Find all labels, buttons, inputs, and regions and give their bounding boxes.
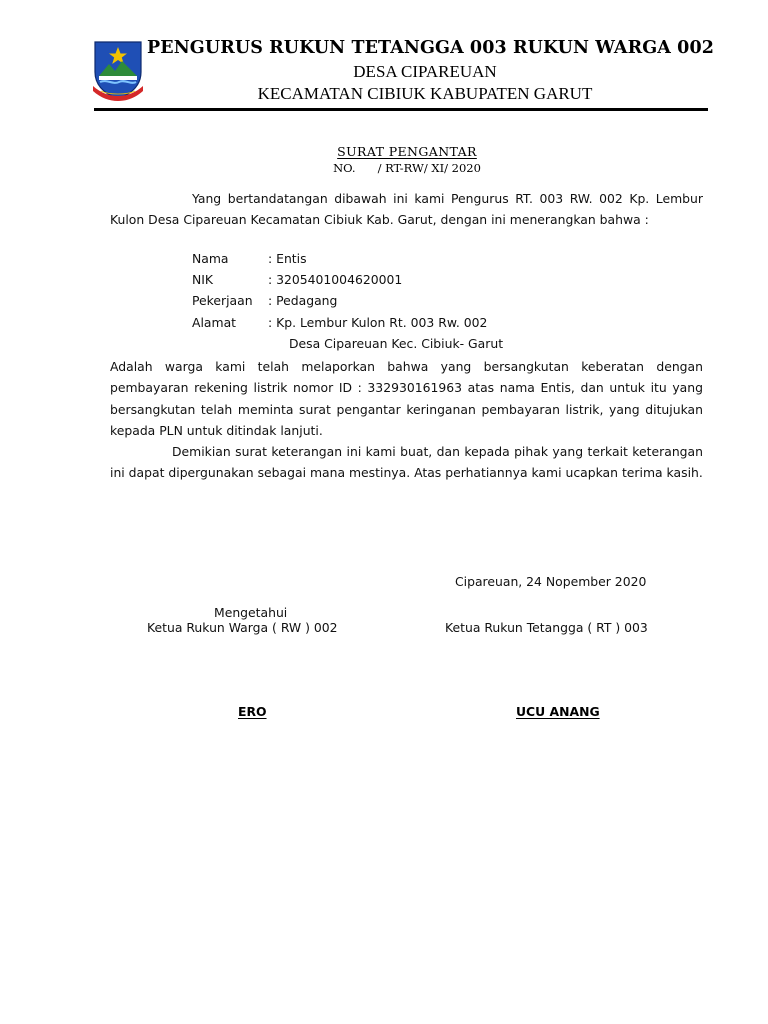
rt-signatory-name: UCU ANANG <box>516 704 600 719</box>
field-label: Nama <box>192 251 229 266</box>
garut-emblem-logo <box>91 38 145 102</box>
rw-signatory-name: ERO <box>238 704 267 719</box>
intro-paragraph-block <box>110 188 703 231</box>
field-value: : Pedagang <box>268 293 338 308</box>
field-pekerjaan <box>192 293 337 308</box>
place-date: Cipareuan, 24 Nopember 2020 <box>455 574 647 589</box>
letter-number <box>0 161 768 175</box>
field-value: : 3205401004620001 <box>268 272 403 287</box>
statement-paragraph-block <box>110 356 703 441</box>
field-value: : Entis <box>268 251 307 266</box>
rw-signatory-title: Ketua Rukun Warga ( RW ) 002 <box>147 620 338 635</box>
field-nama <box>192 251 307 266</box>
letterhead-village: DESA CIPAREUAN <box>353 62 497 81</box>
field-label: Alamat <box>192 315 237 330</box>
letter-title: SURAT PENGANTAR <box>337 144 477 159</box>
closing-paragraph-block <box>110 441 703 484</box>
letterhead-divider <box>94 108 708 111</box>
field-alamat <box>192 315 487 330</box>
field-label: NIK <box>192 272 214 287</box>
mengetahui-label: Mengetahui <box>214 605 288 620</box>
letterhead-title: PENGURUS RUKUN TETANGGA 003 RUKUN WARGA 002 <box>147 38 714 58</box>
field-alamat-line2: Desa Cipareuan Kec. Cibiuk- Garut <box>289 336 504 351</box>
field-value: : Kp. Lembur Kulon Rt. 003 Rw. 002 <box>268 315 488 330</box>
field-nik <box>192 272 402 287</box>
closing-paragraph: Demikian surat keterangan ini kami buat, dan kepada pihak yang terkait keterangan ini dapat dipergunakan sebagai mana mestinya. Atas perhatiannya kami ucapkan terima kasih. <box>110 444 703 481</box>
letter-number-prefix: NO. <box>333 161 356 175</box>
field-label: Pekerjaan <box>192 293 253 308</box>
letterhead-district: KECAMATAN CIBIUK KABUPATEN GARUT <box>257 84 593 103</box>
rt-signatory-title: Ketua Rukun Tetangga ( RT ) 003 <box>445 620 648 635</box>
letter-number-suffix: / RT-RW/ XI/ 2020 <box>377 161 481 175</box>
statement-paragraph: Adalah warga kami telah melaporkan bahwa yang bersangkutan keberatan dengan pembayaran rekening listrik nomor ID : 332930161963 atas nama Entis, dan untuk itu yang bersangkutan telah meminta surat pengantar keringanan pembayaran listrik, yang ditujukan kepada PLN untuk ditindak lanjuti. <box>110 359 703 438</box>
intro-paragraph: Yang bertandatangan dibawah ini kami Pengurus RT. 003 RW. 002 Kp. Lembur Kulon Desa Cipareuan Kecamatan Cibiuk Kab. Garut, dengan ini menerangkan bahwa : <box>110 191 703 228</box>
